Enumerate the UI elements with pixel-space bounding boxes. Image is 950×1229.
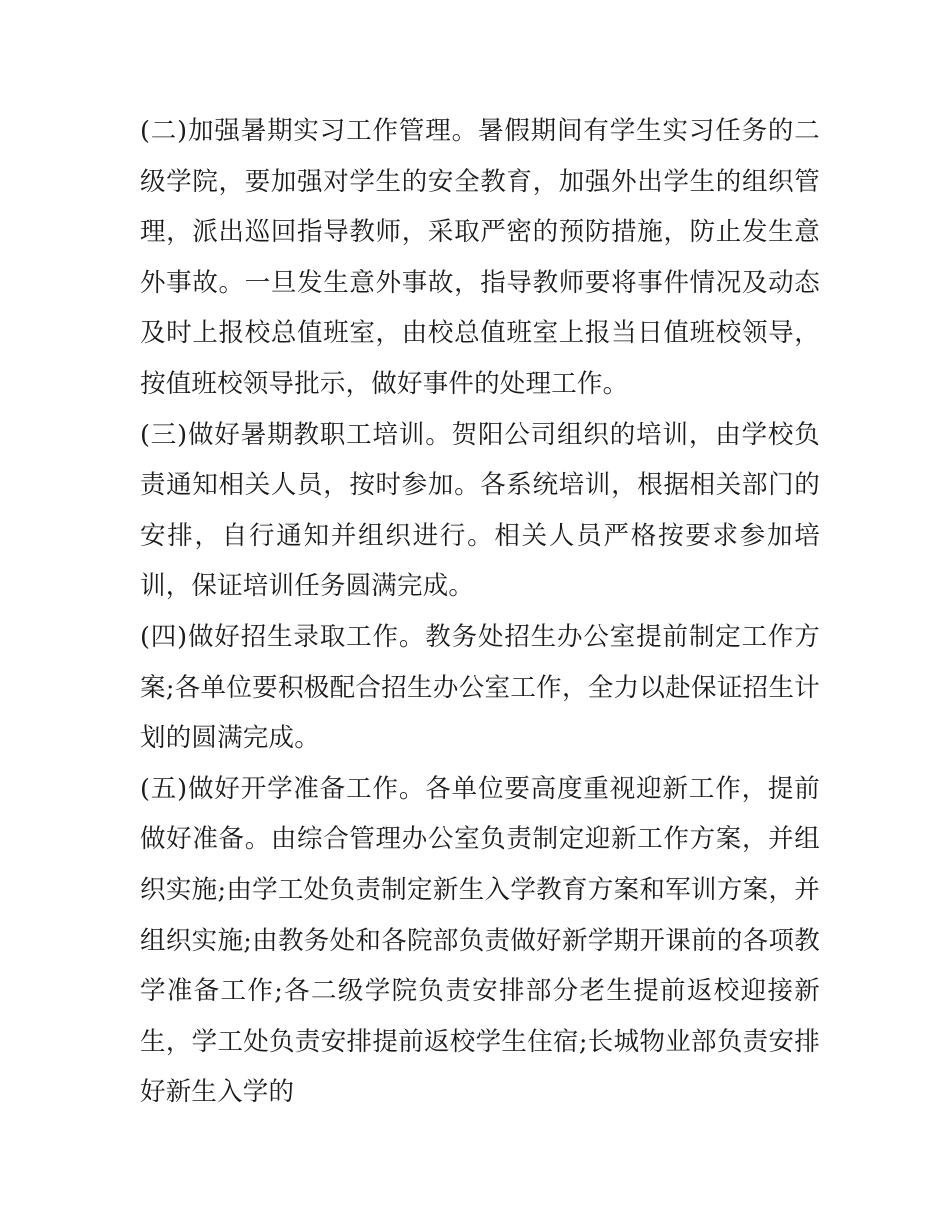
paragraph-admissions: (四)做好招生录取工作。教务处招生办公室提前制定工作方案;各单位要积极配合招生办公室工作，全力以赴保证招生计划的圆满完成。 bbox=[140, 621, 820, 754]
document-body bbox=[140, 106, 820, 1118]
paragraph-internship-management: (二)加强暑期实习工作管理。暑假期间有学生实习任务的二级学院，要加强对学生的安全教育，加强外出学生的组织管理，派出巡回指导教师，采取严密的预防措施，防止发生意外事故。一旦发生意外事故，指导教师要将事件情况及动态及时上报校总值班室，由校总值班室上报当日值班校领导，按值班校领导批示，做好事件的处理工作。 bbox=[140, 116, 820, 399]
paragraph-staff-training: (三)做好暑期教职工培训。贺阳公司组织的培训，由学校负责通知相关人员，按时参加。各系统培训，根据相关部门的安排，自行通知并组织进行。相关人员严格按要求参加培训，保证培训任务圆满完成。 bbox=[140, 419, 820, 602]
paragraph-semester-preparation: (五)做好开学准备工作。各单位要高度重视迎新工作，提前做好准备。由综合管理办公室负责制定迎新工作方案，并组织实施;由学工处负责制定新生入学教育方案和军训方案，并组织实施;由教务处和各院部负责做好新学期开课前的各项教学准备工作;各二级学院负责安排部分老生提前返校迎接新生，学工处负责安排提前返校学生住宿;长城物业部负责安排好新生入学的 bbox=[140, 773, 820, 1108]
